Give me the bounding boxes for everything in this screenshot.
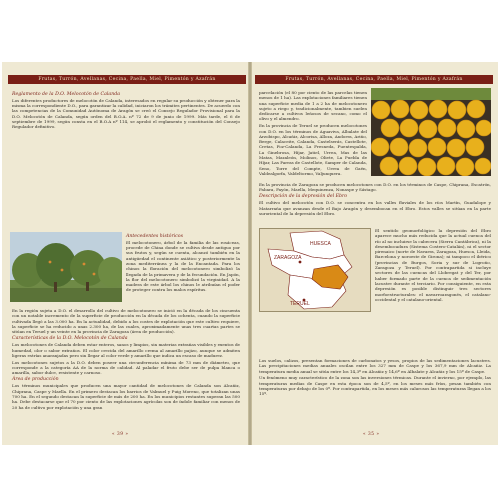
left-page-number: « 39 » bbox=[112, 432, 129, 437]
region-map bbox=[259, 228, 371, 312]
paragraph: En la provincia de Zaragoza se producen melocotones con D.O. en los términos de Caspe, Chiprana, Escatrón, Fabara, Fayón, Maella, Mequinenza, Nonaspe y Sástago. bbox=[259, 182, 491, 193]
paragraph: El sentido geomorfológico la depresión del Ebro aparece mucho más reducida que la actual cuenca del río al no incluirse la cabecera (Sierra Cantábrica), ni la desembocadura (Sistema Costero-Catalán), ni el sector pirenaico (norte de Navarra, Zaragoza, Huesca, Lleida, Barcelona y noroeste de Girona); ni tampoco el ibérico (provincias de Burgos, Soria y sur de Logroño, Zaragoza y Teruel). Por contrapartida si incluye sectores de las cuencas del Llobregat y del Ter, por haber formado parte de la cuenca de sedimentación lacustre durante el terciario. Por consiguiente, en esta depresión es posible distinguir tres sectores morfoestructurales: el navarroaragonés, el catalano-occidental y el catalano-oriental. bbox=[375, 228, 491, 302]
paragraph: En la región sujeta a D.O. el desarrollo del cultivo de melocotonero se inició en la década de los cincuenta con un notable incremento de la superficie de producción en la década de los ochenta, cuando la superficie cultivada llegó a las 3.000 ha. En la actualidad, debido a los costes de explotación que este cultivo requiere, la superficie se ha reducido a unas 2.300 ha, de las cuales, aproximadamente unas tres cuartas partes se sitúan en Teruel y un veinte en la provincia de Zaragoza (área de producción). bbox=[12, 308, 240, 335]
map-label-zaragoza: ZARAGOZA bbox=[274, 255, 302, 261]
right-page-number: « 35 » bbox=[363, 432, 380, 437]
left-bottom-text bbox=[12, 308, 240, 411]
heading-depresion: Descripción de la depresión del Ebro bbox=[259, 194, 348, 200]
paragraph: Los melocotones sujetos a la D.O. deben poseer una circunferencia mínima de 73 mm de diámetro, que corresponde a la categoría AA de la norma de calidad. Al paladar el fruto debe ser de pulpa blanca o amarilla, sabor dulce, resistente y carnoso. bbox=[12, 359, 240, 376]
left-running-header: Frutas, Turrón, Avellanas, Cecina, Paella, Miel, Pimentón y Azafrán bbox=[8, 75, 246, 84]
map-label-teruel: TERUEL bbox=[290, 301, 310, 307]
right-middle-text bbox=[259, 182, 491, 218]
peaches-photo bbox=[371, 88, 491, 176]
right-bottom-text bbox=[259, 358, 491, 398]
paragraph: Un fenómeno muy característico de la zona son las inversiones térmicas. Durante el invierno, por ejemplo, las temperaturas medias de Caspe en esta época son de 4,5º, en los meses más fríos, pesan también con temperaturas por debajo de los 0º. Por contrapartida, en los meses más calurosos las temperaturas llegan a los 15º. bbox=[259, 375, 491, 397]
paragraph: Los diferentes productores de melocotón de Calanda, interesados en regular su producción y obtener para la misma la correspondiente D.O., para garantizar la calidad, iniciaron los trámites pertinentes. De acuerdo con las competencias de la Comunidad Autónoma de Aragón se creó el Consejo Regulador Provisional para la D.O. Melocotón de Calanda, según orden del B.O.A. nº 72 de 9 de junio de 1999. Más tarde, el 6 de septiembre de 1999, según consta en el B.O.A nº 114, se aprobó el reglamento y constitución del Consejo Regulador definitivo. bbox=[12, 97, 240, 130]
heading-caracteristicas: Características de la D.O. Melocotón de Calanda bbox=[12, 335, 128, 341]
open-book bbox=[2, 62, 498, 445]
heading-area: Área de producción bbox=[12, 377, 59, 383]
paragraph: El cultivo del melocotón con D.O. se concentra en los valles fluviales de los ríos Martín, Guadalope y Matarraña que avanzan desde el Bajo Aragón y desembocan en el Ebro. Estos valles se sitúan en la parte suroriental de la depresión del Ebro. bbox=[259, 200, 491, 216]
left-top-text bbox=[12, 90, 240, 131]
paragraph: Los suelos, calizos, presentan formaciones de carbonatos y yesos, propios de las sedimentaciones lacustres. Las precipitaciones medias anuales oscilan entre los 327 mm de Caspe y los 367,9 mm de Alcañiz. La temperatura media anual se sitúa entre los 14,3º en Alcañiz y 14,6º en Albalate y Alcañiz y los 15º de Caspe. bbox=[259, 358, 491, 374]
heading-reglamento: Reglamento de la D.O. Melocotón de Calanda bbox=[12, 91, 121, 97]
heading-antecedentes: Antecedentes históricos bbox=[126, 233, 184, 239]
left-side-text bbox=[126, 232, 240, 294]
paragraph: parcelación (el 80 por ciento de las parcelas tienen menos de 1 ha). Las explotaciones familiares tienen una superficie media de 1 a 2 ha de melocotonero sujeto a riego y, tradicionalmente, tambien suelen dedicarse a cultivos leñosos de secano, como el olivo y el almendro. bbox=[259, 90, 367, 122]
map-label-huesca: HUESCA bbox=[310, 241, 331, 247]
paragraph: En la provincia de Teruel se producen melocotones con D.O. en los términos de Aguaviva, Albalate del Arzobispo, Alcañiz, Alcorisa, Alloza, Andorra, Ariño, Berge, Calaceite, Calanda, Castelserás, Castellote, Cretas, Foz-Calanda, La Fresneda, Fuentespalda, La Ginebrosa, Híjar, Jatiel, Urrea, Mas de las Matas, Mazaleón, Molinos, Oliete, La Puebla de Híjar, Las Parras de Castellote, Samper de Calanda, Seno, Torre del Compte, Urrea de Gaén, Valdealgorfa, Valdeltormo, Valjunquera. bbox=[259, 123, 367, 176]
paragraph: Los melocotones de Calanda deben estar enteros, sanos y limpios, sin materias extrañas visibles y exentos de humedad, olor o sabor extraños. El color crecida del amarillo crema al amarillo pajizo, aunque se admiten ligeras estrías anaranjadas pero sin llegar al color verde y amarillo que indica un escaso de madurez. bbox=[12, 342, 240, 358]
paragraph: Los términos municipales que producen una mayor cantidad de melocotones de Calanda son Alcañiz, Chiprana, Caspe y Maella. En el primero destacan los barrios de Valmuel y Puig Moreno, que totalizan unas 700 ha. En el segundo destacan la superficie de más de 200 ha. En los municipios restantes superan las 500 ha. Debe destacarse que el 70 por ciento de las explotaciones agrícolas son de índole familiar con menos de 20 ha de cultivo por explotación y una gran bbox=[12, 383, 240, 410]
right-side-text bbox=[375, 228, 491, 304]
orchard-photo bbox=[10, 232, 122, 302]
right-top-text bbox=[259, 90, 367, 178]
right-running-header: Frutas, Turrón, Avellanas, Cecina, Paella, Miel, Pimentón y Azafrán bbox=[255, 75, 493, 84]
paragraph: El melocotonero, árbol de la familia de las rosáceas, procede de China donde se cultiva desde antiguo por sus frutos y, según se cuenta, alcanzó también en la antigüedad el continente asiático y posteriormente la zona mediterránea y la de la Encantada. Para los chinos la floración del melocotonero simbolizó la llegada de la primavera y de la fecundación. En Japón, la flor del melocotonero simbolizó la virginidad. A la madera de este árbol los chinos le atribuían el poder de proteger contra los malos espíritus. bbox=[126, 239, 240, 293]
right-page bbox=[251, 62, 498, 445]
left-page bbox=[2, 62, 249, 445]
